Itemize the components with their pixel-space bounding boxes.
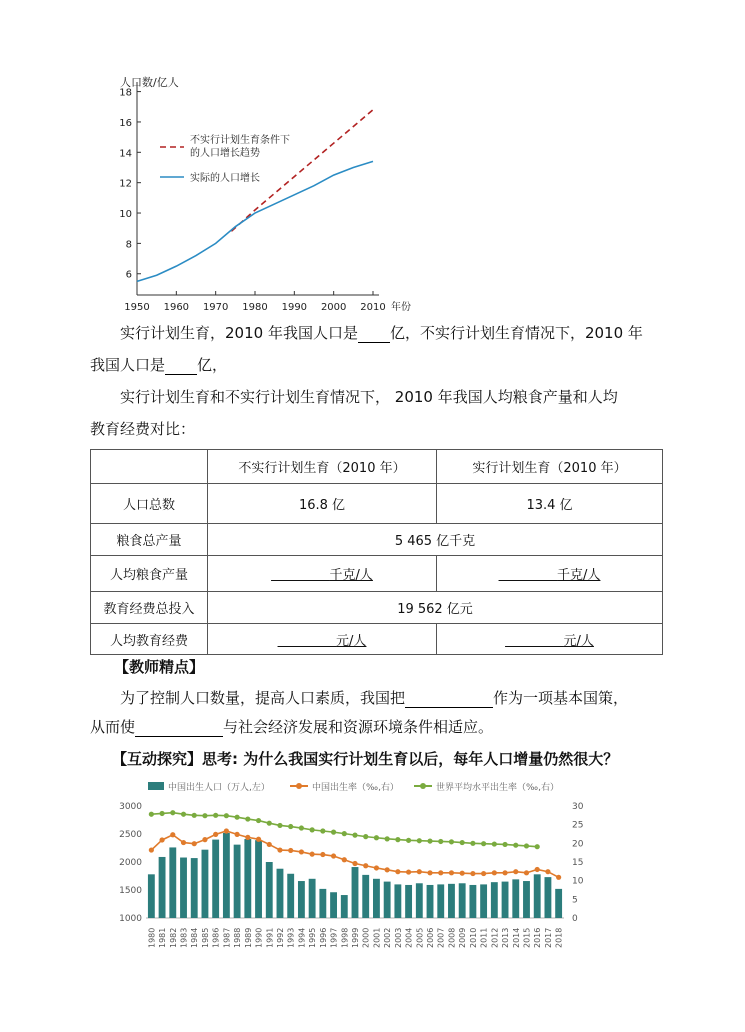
answer-blank[interactable]: [358, 328, 390, 343]
bar: [491, 882, 498, 918]
x-tick-label: 2014: [511, 927, 521, 948]
world-rate-point: [438, 839, 443, 844]
y-tick-label: 14: [119, 148, 132, 160]
world-rate-point: [245, 816, 250, 821]
china-rate-point: [267, 842, 272, 847]
x-tick-label: 1983: [179, 927, 189, 948]
x-tick-label: 2015: [522, 927, 532, 948]
bar: [330, 892, 337, 918]
bar: [287, 874, 294, 918]
bar: [502, 882, 509, 918]
world-rate-point: [417, 838, 422, 843]
china-rate-point: [277, 847, 282, 852]
china-rate-point: [224, 828, 229, 833]
cell-grain-per-capita-with-plan: 千克/人: [437, 556, 663, 592]
world-rate-point: [235, 815, 240, 820]
cell-education-per-capita-with-plan: 元/人: [437, 624, 663, 655]
cell-education-per-capita-no-plan: 元/人: [208, 624, 437, 655]
y-tick-label: 8: [125, 239, 132, 251]
bar: [352, 867, 359, 918]
china-rate-point: [492, 870, 497, 875]
china-rate-point: [310, 852, 315, 857]
x-tick-label: 2008: [447, 927, 457, 948]
question-2-line-1: 实行计划生育和不实行计划生育情况下， 2010 年我国人均粮食产量和人均: [120, 388, 618, 406]
x-tick-label: 2002: [383, 927, 393, 948]
table-row: [91, 556, 663, 592]
table-header-row: [91, 450, 663, 484]
row-label-education-total: 教育经费总投入: [91, 592, 208, 624]
bar: [298, 881, 305, 918]
bar: [148, 874, 155, 918]
world-rate-point: [481, 841, 486, 846]
x-tick-label: 2012: [490, 927, 500, 948]
comparison-table: [90, 449, 663, 655]
bar: [427, 885, 434, 918]
x-tick-label: 2010: [468, 927, 478, 948]
left-tick-label: 2000: [119, 858, 142, 868]
china-rate-point: [417, 869, 422, 874]
world-rate-point: [406, 838, 411, 843]
answer-blank[interactable]: [165, 360, 197, 375]
x-tick-label: 1981: [158, 927, 168, 948]
teacher-line-1: 为了控制人口数量，提高人口素质，我国把 作为一项基本国策，: [120, 689, 629, 707]
bar: [277, 869, 284, 918]
legend-label-1a: 不实行计划生育条件下: [190, 135, 290, 146]
china-rate-point: [331, 853, 336, 858]
china-rate-point: [535, 867, 540, 872]
bar: [512, 879, 519, 918]
china-rate-point: [406, 869, 411, 874]
right-tick-label: 20: [572, 839, 584, 850]
legend-label-china-rate: 中国出生率（‰,右）: [312, 783, 399, 793]
cell-grain-total: 5 465 亿千克: [208, 524, 663, 556]
china-rate-point: [513, 869, 518, 874]
x-tick-label: 1992: [275, 927, 285, 948]
table-row: [91, 524, 663, 556]
row-label-education-per-capita: 人均教育经费: [91, 624, 208, 655]
legend-marker-world-rate: [420, 783, 426, 789]
bar: [534, 874, 541, 918]
bar: [244, 839, 251, 918]
world-rate-point: [181, 812, 186, 817]
x-tick-label: 1986: [211, 927, 221, 948]
x-tick-label: 2007: [436, 927, 446, 948]
bar: [405, 885, 412, 918]
right-tick-label: 30: [572, 802, 584, 812]
world-rate-point: [267, 821, 272, 826]
bar: [416, 883, 423, 918]
world-rate-point: [374, 835, 379, 840]
x-tick-label: 1985: [200, 927, 210, 948]
bar: [159, 857, 166, 918]
world-rate-point: [170, 810, 175, 815]
world-rate-point: [331, 830, 336, 835]
world-rate-point: [159, 811, 164, 816]
y-tick-label: 16: [119, 117, 132, 129]
x-tick-label: 2017: [543, 927, 553, 948]
bar: [394, 884, 401, 918]
legend-label-2: 实际的人口增长: [190, 173, 260, 184]
world-rate-point: [385, 836, 390, 841]
world-rate-point: [492, 841, 497, 846]
china-rate-point: [427, 870, 432, 875]
cell-grain-per-capita-no-plan: 千克/人: [208, 556, 437, 592]
left-tick-label: 1000: [119, 914, 142, 924]
bar: [266, 862, 273, 918]
left-tick-label: 2500: [119, 830, 142, 840]
world-rate-point: [320, 828, 325, 833]
china-rate-point: [256, 837, 261, 842]
china-rate-point: [470, 871, 475, 876]
bar: [384, 882, 391, 918]
left-tick-label: 1500: [119, 886, 142, 896]
china-rate-point: [545, 869, 550, 874]
birth-rate-chart: [110, 776, 590, 948]
x-tick-label: 2003: [393, 927, 403, 948]
x-tick-label: 2009: [458, 927, 468, 948]
world-rate-point: [277, 823, 282, 828]
cell-population-no-plan: 16.8 亿: [208, 484, 437, 524]
world-rate-point: [460, 840, 465, 845]
china-rate-point: [481, 871, 486, 876]
x-tick-label: 2006: [426, 927, 436, 948]
world-rate-point: [192, 813, 197, 818]
bar: [373, 879, 380, 918]
x-tick-label: 1996: [318, 927, 328, 948]
row-label-grain-per-capita: 人均粮食产量: [91, 556, 208, 592]
world-rate-point: [513, 843, 518, 848]
x-axis-label: 年份: [391, 302, 411, 313]
question-1-line-2: 我国人口是 亿，: [90, 356, 228, 374]
row-label-grain-total: 粮食总产量: [91, 524, 208, 556]
x-tick-label: 1980: [242, 302, 268, 313]
bar: [223, 833, 230, 918]
x-tick-label: 2011: [479, 927, 489, 948]
x-tick-label: 2010: [360, 302, 386, 313]
right-tick-label: 15: [572, 858, 584, 868]
table-header-with-plan: 实行计划生育（2010 年）: [437, 450, 663, 484]
question-2-line-2: 教育经费对比：: [90, 420, 196, 438]
answer-blank[interactable]: [135, 722, 223, 737]
series-line-1: [231, 110, 373, 231]
bar: [480, 884, 487, 918]
bar: [362, 875, 369, 918]
legend-swatch-bar: [148, 782, 164, 790]
china-rate-point: [502, 870, 507, 875]
question-1-line-1: 实行计划生育，2010 年我国人口是 亿，不实行计划生育情况下，2010 年: [120, 324, 643, 342]
x-tick-label: 1960: [163, 302, 190, 313]
x-tick-label: 1995: [308, 927, 318, 948]
bar: [319, 889, 326, 918]
y-tick-label: 12: [119, 178, 132, 190]
bar: [437, 884, 444, 918]
china-rate-point: [159, 837, 164, 842]
world-rate-point: [213, 813, 218, 818]
x-tick-label: 1998: [340, 927, 350, 948]
china-rate-point: [395, 869, 400, 874]
china-rate-point: [352, 861, 357, 866]
x-tick-label: 2016: [533, 927, 543, 948]
bar: [169, 847, 176, 918]
world-rate-point: [352, 833, 357, 838]
china-rate-point: [438, 870, 443, 875]
x-tick-label: 1987: [222, 927, 232, 948]
x-tick-label: 1997: [329, 927, 339, 948]
world-rate-line: [151, 813, 537, 847]
y-tick-label: 10: [119, 209, 132, 221]
china-rate-point: [524, 870, 529, 875]
cell-education-total: 19 562 亿元: [208, 592, 663, 624]
bar: [469, 885, 476, 918]
world-rate-point: [395, 837, 400, 842]
world-rate-point: [202, 813, 207, 818]
china-rate-point: [181, 840, 186, 845]
legend-label-1b: 的人口增长趋势: [190, 148, 260, 159]
right-tick-label: 10: [572, 876, 584, 887]
china-rate-point: [213, 832, 218, 837]
bar: [341, 895, 348, 918]
china-rate-point: [374, 865, 379, 870]
answer-blank[interactable]: [405, 693, 493, 708]
china-rate-point: [556, 875, 561, 880]
table-row: [91, 592, 663, 624]
right-tick-label: 5: [572, 895, 578, 906]
x-tick-label: 2000: [361, 927, 371, 948]
bar: [309, 879, 316, 918]
china-rate-point: [342, 857, 347, 862]
world-rate-point: [427, 838, 432, 843]
x-tick-label: 2018: [554, 927, 564, 948]
y-tick-label: 6: [125, 269, 132, 281]
bar: [212, 840, 219, 918]
world-rate-point: [310, 827, 315, 832]
china-rate-point: [170, 832, 175, 837]
world-rate-point: [470, 841, 475, 846]
x-tick-label: 2013: [501, 927, 511, 948]
population-trend-chart: [100, 70, 430, 320]
china-rate-point: [449, 870, 454, 875]
bar: [555, 889, 562, 918]
y-axis-label: 人口数/亿人: [120, 76, 179, 89]
x-tick-label: 1991: [265, 927, 275, 948]
x-tick-label: 1988: [233, 927, 243, 948]
x-tick-label: 2004: [404, 927, 414, 948]
world-rate-point: [288, 824, 293, 829]
world-rate-point: [363, 834, 368, 839]
china-rate-point: [192, 841, 197, 846]
x-tick-label: 1993: [286, 927, 296, 948]
bar: [523, 881, 530, 918]
bar: [459, 883, 466, 918]
x-tick-label: 1990: [254, 927, 264, 948]
world-rate-point: [256, 818, 261, 823]
x-tick-label: 2001: [372, 927, 382, 948]
bar: [202, 850, 209, 918]
table-header-empty: [91, 450, 208, 484]
explore-heading: 【互动探究】思考: 为什么我国实行计划生育以后，每年人口增量仍然很大？: [112, 750, 619, 768]
x-tick-label: 1984: [190, 927, 200, 948]
china-rate-point: [288, 848, 293, 853]
table-row: [91, 484, 663, 524]
china-rate-point: [460, 871, 465, 876]
china-rate-point: [235, 832, 240, 837]
bar: [234, 845, 241, 918]
bar: [544, 877, 551, 918]
china-rate-point: [299, 849, 304, 854]
world-rate-point: [535, 844, 540, 849]
bar: [448, 884, 455, 918]
world-rate-point: [299, 825, 304, 830]
x-tick-label: 1970: [202, 302, 229, 313]
x-tick-label: 2000: [320, 302, 347, 313]
x-tick-label: 1982: [168, 927, 178, 948]
right-tick-label: 0: [572, 914, 578, 924]
table-row: [91, 624, 663, 655]
teacher-line-2: 从而使 与社会经济发展和资源环境条件相适应。: [90, 718, 494, 736]
x-tick-label: 1999: [351, 927, 360, 948]
world-rate-point: [524, 843, 529, 848]
y-tick-label: 18: [119, 87, 132, 99]
x-tick-label: 1980: [147, 927, 157, 948]
x-tick-label: 1950: [124, 302, 150, 313]
china-rate-point: [245, 835, 250, 840]
table-header-no-plan: 不实行计划生育（2010 年）: [208, 450, 437, 484]
china-rate-point: [363, 863, 368, 868]
teacher-heading: 【教师精点】: [114, 658, 205, 676]
x-tick-label: 1994: [297, 927, 307, 948]
china-rate-point: [320, 852, 325, 857]
bar: [180, 858, 187, 918]
left-tick-label: 3000: [119, 802, 142, 812]
world-rate-point: [224, 813, 229, 818]
world-rate-point: [149, 812, 154, 817]
right-tick-label: 25: [572, 820, 584, 831]
world-rate-point: [449, 839, 454, 844]
x-tick-label: 1990: [281, 302, 308, 313]
bar: [255, 840, 262, 918]
china-rate-point: [385, 867, 390, 872]
world-rate-point: [342, 831, 347, 836]
world-rate-point: [502, 842, 507, 847]
bar: [191, 858, 198, 918]
cell-population-with-plan: 13.4 亿: [437, 484, 663, 524]
legend-label-births: 中国出生人口（万人,左）: [168, 783, 270, 793]
row-label-population: 人口总数: [91, 484, 208, 524]
legend-label-world-rate: 世界平均水平出生率（‰,右）: [436, 783, 559, 793]
china-rate-point: [149, 847, 154, 852]
x-tick-label: 2005: [415, 927, 425, 948]
legend-marker-china-rate: [296, 783, 302, 789]
china-rate-point: [202, 837, 207, 842]
x-tick-label: 1989: [243, 927, 253, 948]
